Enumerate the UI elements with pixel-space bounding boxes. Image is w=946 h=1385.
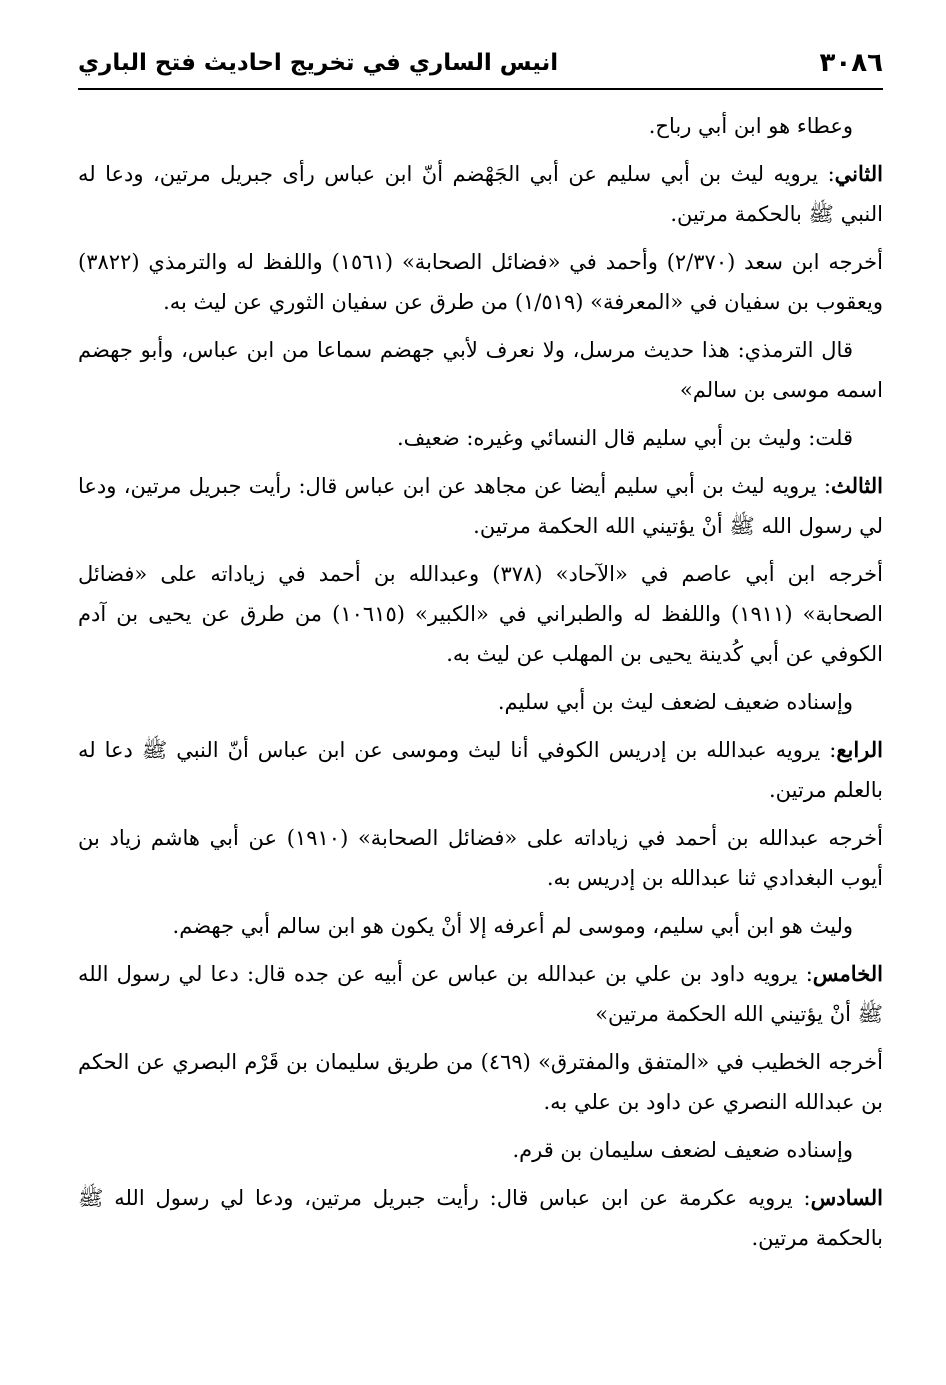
paragraph <box>78 554 883 674</box>
paragraph-text: أخرجه ابن أبي عاصم في «الآحاد» (٣٧٨) وعبدالله بن أحمد في زياداته على «فضائل الصحابة» (١٩١١) واللفظ له والطبراني في «الكبير» (١٠٦١٥) من طرق عن يحيى بن آدم الكوفي عن أبي كُدينة يحيى بن المهلب عن ليث به. <box>78 562 884 666</box>
section-lead: الثاني <box>834 161 883 186</box>
section-lead: السادس <box>810 1185 883 1210</box>
paragraph-text: : يرويه ليث بن أبي سليم أيضا عن مجاهد عن ابن عباس قال: رأيت جبريل مرتين، ودعا لي رسول الله ﷺ أنْ يؤتيني الله الحكمة مرتين. <box>78 474 883 538</box>
paragraph-text: وإسناده ضعيف لضعف سليمان بن قرم. <box>512 1138 853 1162</box>
paragraph <box>78 154 883 234</box>
paragraph <box>78 954 883 1034</box>
running-title: انيس الساري في تخريج احاديث فتح الباري <box>78 50 559 76</box>
paragraph-text: : يرويه عبدالله بن إدريس الكوفي أنا ليث وموسى عن ابن عباس أنّ النبي ﷺ دعا له بالعلم مرتين. <box>78 738 883 802</box>
paragraph-text: وإسناده ضعيف لضعف ليث بن أبي سليم. <box>497 690 853 714</box>
section-lead: الرابع <box>836 737 883 762</box>
section-lead: الخامس <box>812 961 883 986</box>
paragraph <box>78 418 883 458</box>
paragraph-text: وعطاء هو ابن أبي رباح. <box>648 114 853 138</box>
paragraph-text: قلت: وليث بن أبي سليم قال النسائي وغيره: ضعيف. <box>396 426 853 450</box>
paragraph-text: أخرجه ابن سعد (٢/٣٧٠) وأحمد في «فضائل الصحابة» (١٥٦١) واللفظ له والترمذي (٣٨٢٢) ويعقوب بن سفيان في «المعرفة» (١/٥١٩) من طرق عن سفيان الثوري عن ليث به. <box>78 250 883 314</box>
paragraph <box>78 330 883 410</box>
page-number: ٣٠٨٦ <box>819 48 883 78</box>
paragraph <box>78 818 883 898</box>
paragraph-text: أخرجه الخطيب في «المتفق والمفترق» (٤٦٩) من طريق سليمان بن قَرْم البصري عن الحكم بن عبدالله النصري عن داود بن علي به. <box>78 1050 883 1114</box>
paragraph <box>78 906 883 946</box>
section-lead: الثالث <box>831 473 883 498</box>
page-header <box>78 38 883 90</box>
paragraph <box>78 730 883 810</box>
paragraph-text: : يرويه ليث بن أبي سليم عن أبي الجَهْضم أنّ ابن عباس رأى جبريل مرتين، ودعا له النبي ﷺ بالحكمة مرتين. <box>78 162 883 226</box>
paragraph <box>78 682 883 722</box>
paragraph <box>78 1042 883 1122</box>
paragraph <box>78 106 883 146</box>
paragraph <box>78 1178 883 1258</box>
body-text <box>78 106 883 1266</box>
paragraph-text: وليث هو ابن أبي سليم، وموسى لم أعرفه إلا أنْ يكون هو ابن سالم أبي جهضم. <box>172 914 853 938</box>
paragraph-text: : يرويه عكرمة عن ابن عباس قال: رأيت جبريل مرتين، ودعا لي رسول الله ﷺ بالحكمة مرتين. <box>78 1186 883 1250</box>
paragraph <box>78 466 883 546</box>
paragraph-text: قال الترمذي: هذا حديث مرسل، ولا نعرف لأبي جهضم سماعا من ابن عباس، وأبو جهضم اسمه موسى بن سالم» <box>78 338 883 402</box>
paragraph-text: أخرجه عبدالله بن أحمد في زياداته على «فضائل الصحابة» (١٩١٠) عن أبي هاشم زياد بن أيوب البغدادي ثنا عبدالله بن إدريس به. <box>78 826 883 890</box>
paragraph <box>78 1130 883 1170</box>
paragraph <box>78 242 883 322</box>
paragraph-text: : يرويه داود بن علي بن عبدالله بن عباس عن أبيه عن جده قال: دعا لي رسول الله ﷺ أنْ يؤتيني الله الحكمة مرتين» <box>78 962 883 1026</box>
